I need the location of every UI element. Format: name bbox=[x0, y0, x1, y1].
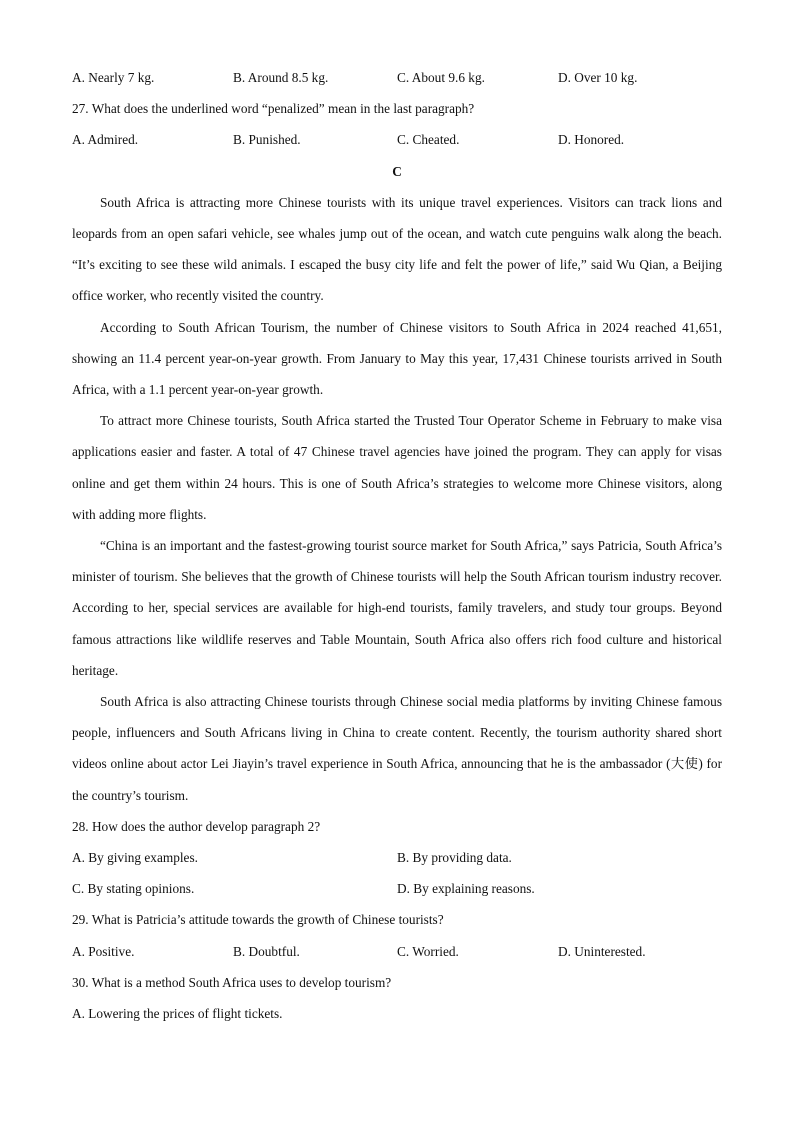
q29-option-a: A. Positive. bbox=[72, 943, 135, 959]
exam-page bbox=[72, 62, 722, 1029]
q28-option-b: B. By providing data. bbox=[397, 850, 512, 866]
q27-option-c: C. Cheated. bbox=[397, 132, 460, 148]
q30-option-a: A. Lowering the prices of flight tickets. bbox=[72, 1006, 283, 1022]
q27-question: 27. What does the underlined word “penalized” mean in the last paragraph? bbox=[72, 101, 475, 117]
q27-option-d: D. Honored. bbox=[558, 132, 625, 148]
q29-option-b: B. Doubtful. bbox=[233, 943, 300, 959]
q28-question: 28. How does the author develop paragraph 2? bbox=[72, 818, 321, 834]
passage-paragraph-5: South Africa is also attracting Chinese tourists through Chinese social media platforms by inviting Chinese famous people, influencers and South Africans living in China to create content. Recently, the tourism authority shared short videos online about actor Lei Jiayin’s travel experience in South Africa, announcing that he is the ambassador (大使) for the country’s tourism. bbox=[72, 694, 722, 803]
q29-option-d: D. Uninterested. bbox=[558, 943, 646, 959]
q27-option-b: B. Punished. bbox=[233, 132, 301, 148]
q28-option-d: D. By explaining reasons. bbox=[397, 881, 535, 897]
q29-question: 29. What is Patricia’s attitude towards the growth of Chinese tourists? bbox=[72, 912, 444, 928]
passage-paragraph-1: South Africa is attracting more Chinese tourists with its unique travel experiences. Visitors can track lions and leopards from an open safari vehicle, see whales jump out of the ocean, and watch cute penguins walk along the beach. “It’s exciting to see these wild animals. I escaped the busy city life and felt the power of life,” said Wu Qian, a Beijing office worker, who recently visited the country. bbox=[72, 194, 722, 304]
q27-options bbox=[72, 124, 722, 155]
section-heading: C bbox=[392, 163, 402, 179]
q30-question: 30. What is a method South Africa uses to develop tourism? bbox=[72, 974, 392, 990]
q27-option-a: A. Admired. bbox=[72, 132, 139, 148]
q26-option-d: D. Over 10 kg. bbox=[558, 70, 638, 85]
passage-paragraph-3: To attract more Chinese tourists, South Africa started the Trusted Tour Operator Scheme in February to make visa applications easier and faster. A total of 47 Chinese travel agencies have joined the program. They can apply for visas online and get them within 24 hours. This is one of South Africa’s strategies to welcome more Chinese visitors, along with adding more flights. bbox=[72, 413, 722, 522]
passage-paragraph-4: “China is an important and the fastest-growing tourist source market for South Africa,” says Patricia, South Africa’s minister of tourism. She believes that the growth of Chinese tourists will help the South African tourism industry recover. According to her, special services are available for high-end tourists, family travelers, and study tour groups. Beyond famous attractions like wildlife reserves and Table Mountain, South Africa also offers rich food culture and historical heritage. bbox=[72, 538, 722, 678]
q26-options bbox=[72, 62, 722, 93]
q29-options bbox=[72, 936, 722, 967]
q26-option-c: C. About 9.6 kg. bbox=[397, 70, 485, 85]
q26-option-b: B. Around 8.5 kg. bbox=[233, 70, 329, 85]
q29-option-c: C. Worried. bbox=[397, 943, 459, 959]
q28-options-row-2 bbox=[72, 873, 722, 904]
q26-option-a: A. Nearly 7 kg. bbox=[72, 70, 155, 85]
q28-options-row-1 bbox=[72, 842, 722, 873]
passage-paragraph-2: According to South African Tourism, the number of Chinese visitors to South Africa in 2024 reached 41,651, showing an 11.4 percent year-on-year growth. From January to May this year, 17,431 Chinese tourists arrived in South Africa, with a 1.1 percent year-on-year growth. bbox=[72, 319, 722, 398]
q28-option-a: A. By giving examples. bbox=[72, 850, 198, 866]
q28-option-c: C. By stating opinions. bbox=[72, 881, 195, 897]
